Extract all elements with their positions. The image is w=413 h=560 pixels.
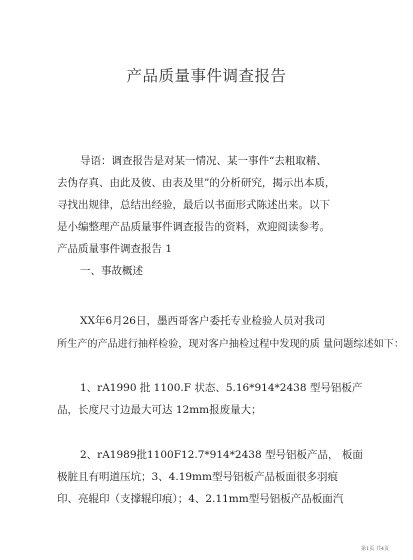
body-line: 2、rA1989批1100F12.7*914*2438 型号铝板产品， 板面 [80, 449, 363, 461]
intro-line: 去伪存真、由此及彼、由表及里”的分析研究，揭示出本质， [57, 177, 336, 189]
body-line: 极脏且有明道压坑；3、4.19mm型号铝板产品板面很多羽痕 [57, 471, 338, 483]
section-heading: 一、事故概述 [80, 265, 143, 277]
intro-line: 寻找出规律，总结出经验，最后以书面形式陈述出来。以下 [57, 199, 330, 211]
body-line: 所生产的产品进行抽样检验，现对客户抽检过程中发现的质 量问题综述如下： [57, 339, 404, 350]
body-line: 品，长度尺寸边最大可达 12mm报废量大； [57, 404, 262, 416]
page-footer: 第1页 共4页 [361, 546, 389, 552]
intro-line: 导语：调查报告是对某一情况、某一事件“去粗取精、 [80, 155, 327, 167]
body-line: 印、亮辊印（支撑辊印痕）；4、2.11mm型号铝板产品板面汽 [57, 493, 344, 505]
document-title: 产品质量事件调查报告 [126, 67, 287, 85]
intro-line: 产品质量事件调查报告 1 [57, 243, 173, 255]
body-line: 1、rA1990 批 1100.F 状态、5.16*914*2438 型号铝板产 [80, 382, 363, 394]
body-line: XX年6月26日，墨西哥客户委托专业检验人员对我司 [80, 315, 325, 327]
intro-line: 是小编整理产品质量事件调查报告的资料，欢迎阅读参考。 [57, 221, 330, 233]
